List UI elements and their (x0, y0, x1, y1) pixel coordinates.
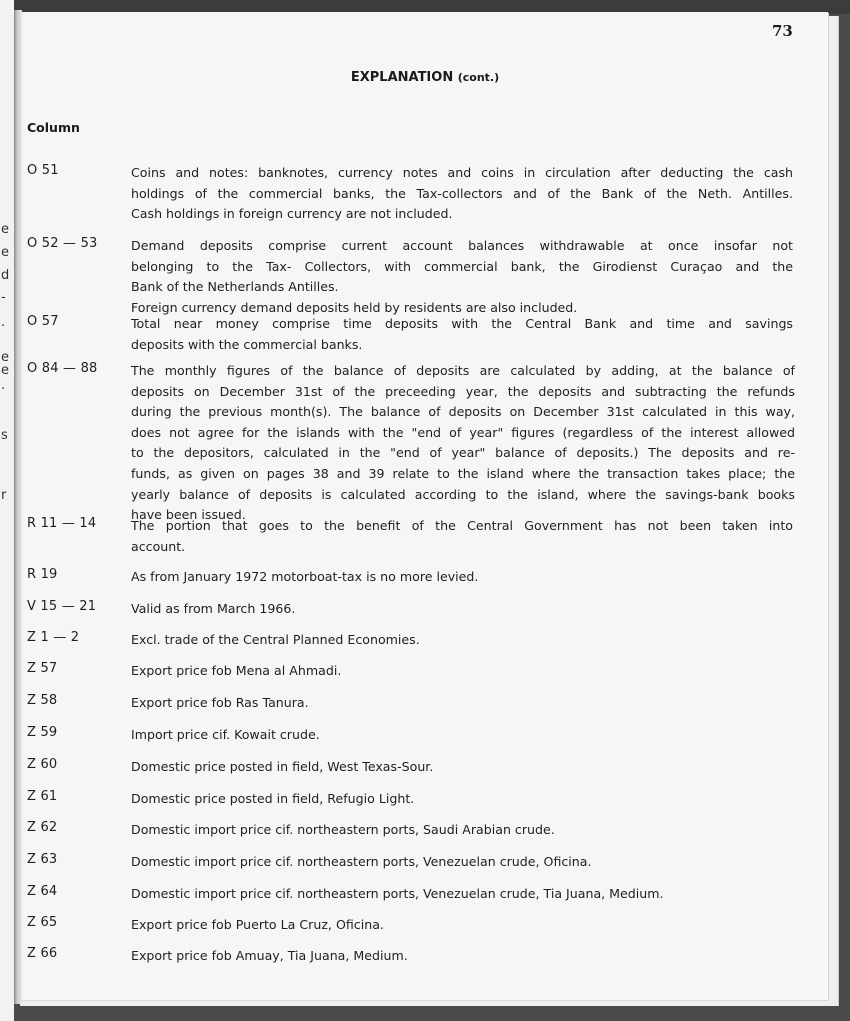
entry-column-ref: Z 62 (27, 820, 58, 835)
left-page-edge (0, 0, 14, 1021)
text-line: funds, as given on pages 38 and 39 relate to the island where the transaction takes place; the (131, 465, 795, 481)
entry-column-ref: Z 65 (27, 915, 58, 930)
entry-text (131, 693, 793, 714)
left-fragment: e (1, 245, 9, 260)
text-line: have been issued. (131, 507, 246, 523)
text-line: Domestic import price cif. northeastern ports, Venezuelan crude, Tia Juana, Medium. (131, 886, 664, 901)
text-line: Foreign currency demand deposits held by residents are also included. (131, 299, 578, 315)
text-line: Export price fob Ras Tanura. (131, 695, 309, 710)
entry-column-ref: Z 59 (27, 725, 58, 740)
left-fragment: s (1, 428, 8, 443)
page-number: 73 (772, 22, 793, 40)
text-line: The portion that goes to the benefit of the Central Government has not been taken into (131, 518, 793, 533)
entry-text (131, 516, 793, 557)
binding-spine (14, 10, 22, 1004)
text-line: Import price cif. Kowait crude. (131, 727, 320, 742)
entry-text (131, 757, 793, 778)
entry-column-ref: R 11 — 14 (27, 516, 97, 531)
entry-column-ref: Z 1 — 2 (27, 630, 80, 645)
text-line: does not agree for the islands with the "end of year" figures (regardless of the interest allowed (131, 424, 795, 440)
text-line: yearly balance of deposits is calculated according to the island, where the savings-bank books (131, 486, 795, 502)
entry-text (131, 361, 795, 526)
entry-text (131, 314, 793, 355)
entry-column-ref: Z 57 (27, 661, 58, 676)
text-line: Domestic price posted in field, West Texas-Sour. (131, 759, 434, 774)
text-line: Export price fob Puerto La Cruz, Oficina. (131, 917, 384, 932)
text-line: belonging to the Tax- Collectors, with commercial bank, the Girodienst Curaçao and the (131, 258, 793, 274)
entry-column-ref: Z 64 (27, 884, 58, 899)
text-line: Domestic import price cif. northeastern ports, Venezuelan crude, Oficina. (131, 854, 592, 869)
entry-column-ref: V 15 — 21 (27, 599, 97, 614)
entry-text (131, 630, 793, 651)
text-line: Demand deposits comprise current account balances withdrawable at once insofar not (131, 238, 793, 253)
entry-column-ref: O 84 — 88 (27, 361, 98, 376)
text-line: deposits on December 31st of the preceeding year, the deposits and subtracting the refunds (131, 383, 795, 399)
entry-text (131, 820, 793, 841)
entry-column-ref: O 57 (27, 314, 59, 329)
entry-column-ref: Z 60 (27, 757, 58, 772)
left-fragment: r (1, 488, 7, 503)
entry-text (131, 567, 793, 588)
page-title (0, 70, 850, 85)
entry-column-ref: O 52 — 53 (27, 236, 98, 251)
text-line: account. (131, 538, 186, 554)
left-fragment: . (1, 315, 6, 330)
column-header: Column (27, 120, 80, 135)
title-suffix: (cont.) (457, 71, 500, 84)
left-fragment: e (1, 222, 9, 237)
text-line: during the previous month(s). The balance of deposits on December 31st calculated in this way, (131, 404, 795, 420)
left-fragment: - (1, 290, 6, 305)
text-line: Cash holdings in foreign currency are not included. (131, 206, 453, 222)
entry-column-ref: Z 58 (27, 693, 58, 708)
text-line: Domestic price posted in field, Refugio Light. (131, 791, 415, 806)
text-line: Export price fob Amuay, Tia Juana, Medium. (131, 948, 408, 963)
entry-text (131, 884, 793, 905)
entry-text (131, 599, 793, 620)
entry-text (131, 789, 793, 810)
entry-column-ref: Z 63 (27, 852, 58, 867)
left-fragment: e (1, 363, 9, 378)
entry-text (131, 852, 793, 873)
text-line: The monthly figures of the balance of deposits are calculated by adding, at the balance of (131, 363, 795, 378)
entry-text (131, 236, 793, 318)
text-line: Export price fob Mena al Ahmadi. (131, 663, 342, 678)
entry-text (131, 946, 793, 967)
entry-column-ref: O 51 (27, 163, 59, 178)
entry-text (131, 163, 793, 225)
text-line: holdings of the commercial banks, the Tax-collectors and of the Bank of the Neth. Antilles. (131, 185, 793, 201)
text-line: As from January 1972 motorboat-tax is no more levied. (131, 569, 479, 584)
text-line: Coins and notes: banknotes, currency notes and coins in circulation after deducting the cash (131, 165, 793, 180)
text-line: to the depositors, calculated in the "end of year" balance of deposits.) The deposits and re- (131, 445, 795, 461)
entry-text (131, 661, 793, 682)
left-fragment: e (1, 350, 9, 365)
entry-text (131, 915, 793, 936)
text-line: Valid as from March 1966. (131, 601, 296, 616)
left-fragment: . (1, 378, 6, 393)
text-line: Bank of the Netherlands Antilles. (131, 279, 339, 295)
left-fragment: d (1, 268, 10, 283)
entry-column-ref: R 19 (27, 567, 58, 582)
text-line: deposits with the commercial banks. (131, 336, 363, 352)
entry-column-ref: Z 66 (27, 946, 58, 961)
entry-text (131, 725, 793, 746)
text-line: Excl. trade of the Central Planned Economies. (131, 632, 420, 647)
text-line: Total near money comprise time deposits with the Central Bank and time and savings (131, 316, 793, 331)
title-text: EXPLANATION (350, 70, 454, 85)
entry-column-ref: Z 61 (27, 789, 58, 804)
text-line: Domestic import price cif. northeastern ports, Saudi Arabian crude. (131, 822, 555, 837)
